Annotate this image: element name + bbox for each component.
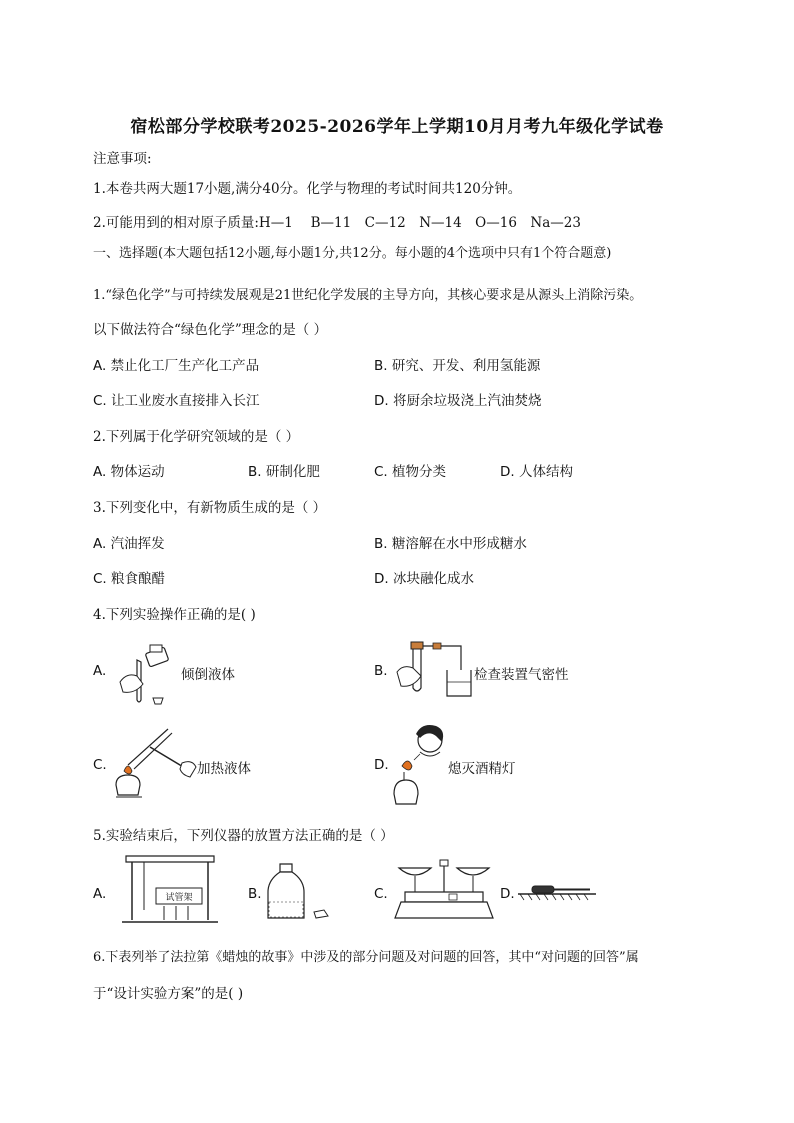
q6-stem-line2: 于“设计实验方案”的是( ) bbox=[93, 986, 244, 1002]
q4-option-c-letter: C. bbox=[93, 757, 107, 773]
q5-option-d-letter: D. bbox=[500, 886, 515, 902]
q4-option-d-text: 熄灭酒精灯 bbox=[448, 761, 516, 777]
q4-option-b-letter: B. bbox=[374, 663, 388, 679]
rack-label: 试管架 bbox=[165, 893, 193, 903]
q1-option-d: D. 将厨余垃圾浇上汽油焚烧 bbox=[374, 393, 542, 409]
q4-stem: 4.下列实验操作正确的是( ) bbox=[93, 607, 256, 623]
notice-line-1: 1.本卷共两大题17小题,满分40分。化学与物理的考试时间共120分钟。 bbox=[93, 181, 522, 197]
section-heading: 一、选择题(本大题包括12小题,每小题1分,共12分。每小题的4个选项中只有1个符合题意) bbox=[93, 246, 612, 261]
q5-option-c-letter: C. bbox=[374, 886, 388, 902]
q1-option-b: B. 研究、开发、利用氢能源 bbox=[374, 358, 541, 374]
q4-option-c-text: 加热液体 bbox=[197, 761, 251, 777]
q4-option-a-text: 倾倒液体 bbox=[181, 667, 235, 683]
q1-stem-line2: 以下做法符合“绿色化学”理念的是（ ） bbox=[93, 322, 328, 338]
q2-option-c: C. 植物分类 bbox=[374, 464, 447, 480]
q4-option-b-text: 检查装置气密性 bbox=[474, 667, 569, 683]
q1-option-a: A. 禁止化工厂生产化工产品 bbox=[93, 358, 260, 374]
q2-stem: 2.下列属于化学研究领域的是（ ） bbox=[93, 429, 300, 445]
q2-option-b: B. 研制化肥 bbox=[248, 464, 320, 480]
pour-liquid-figure bbox=[115, 640, 185, 705]
q1-option-c: C. 让工业废水直接排入长江 bbox=[93, 393, 260, 409]
q3-stem: 3.下列变化中，有新物质生成的是（ ） bbox=[93, 500, 327, 516]
airtightness-figure bbox=[395, 640, 475, 700]
q1-stem-line1: 1.“绿色化学”与可持续发展观是21世纪化学发展的主导方向，其核心要求是从源头上消除污染。 bbox=[93, 288, 643, 303]
q5-option-b-letter: B. bbox=[248, 886, 262, 902]
q3-option-b: B. 糖溶解在水中形成糖水 bbox=[374, 536, 527, 552]
q2-option-d: D. 人体结构 bbox=[500, 464, 573, 480]
q6-stem-line1: 6.下表列举了法拉第《蜡烛的故事》中涉及的部分问题及对问题的回答，其中“对问题的回答”属 bbox=[93, 950, 639, 965]
q3-option-c: C. 粮食酿醋 bbox=[93, 571, 166, 587]
page-title: 宿松部分学校联考2025-2026学年上学期10月月考九年级化学试卷 bbox=[130, 117, 664, 137]
q4-option-a-letter: A. bbox=[93, 663, 107, 679]
q3-option-d: D. 冰块融化成水 bbox=[374, 571, 474, 587]
extinguish-lamp-figure bbox=[390, 720, 450, 808]
q2-option-a: A. 物体运动 bbox=[93, 464, 165, 480]
q4-option-d-letter: D. bbox=[374, 757, 389, 773]
q5-option-a-letter: A. bbox=[93, 886, 107, 902]
balance-figure bbox=[395, 858, 495, 926]
reagent-bottle-figure bbox=[264, 862, 334, 922]
heating-liquid-figure bbox=[110, 725, 200, 805]
q5-stem: 5.实验结束后，下列仪器的放置方法正确的是（ ） bbox=[93, 828, 394, 844]
test-tube-rack-figure bbox=[120, 850, 220, 925]
dropper-figure bbox=[518, 880, 598, 904]
notice-line-2: 2.可能用到的相对原子质量:H—1 B—11 C—12 N—14 O—16 Na—23 bbox=[93, 215, 581, 231]
notice-heading: 注意事项: bbox=[93, 151, 152, 167]
q3-option-a: A. 汽油挥发 bbox=[93, 536, 165, 552]
